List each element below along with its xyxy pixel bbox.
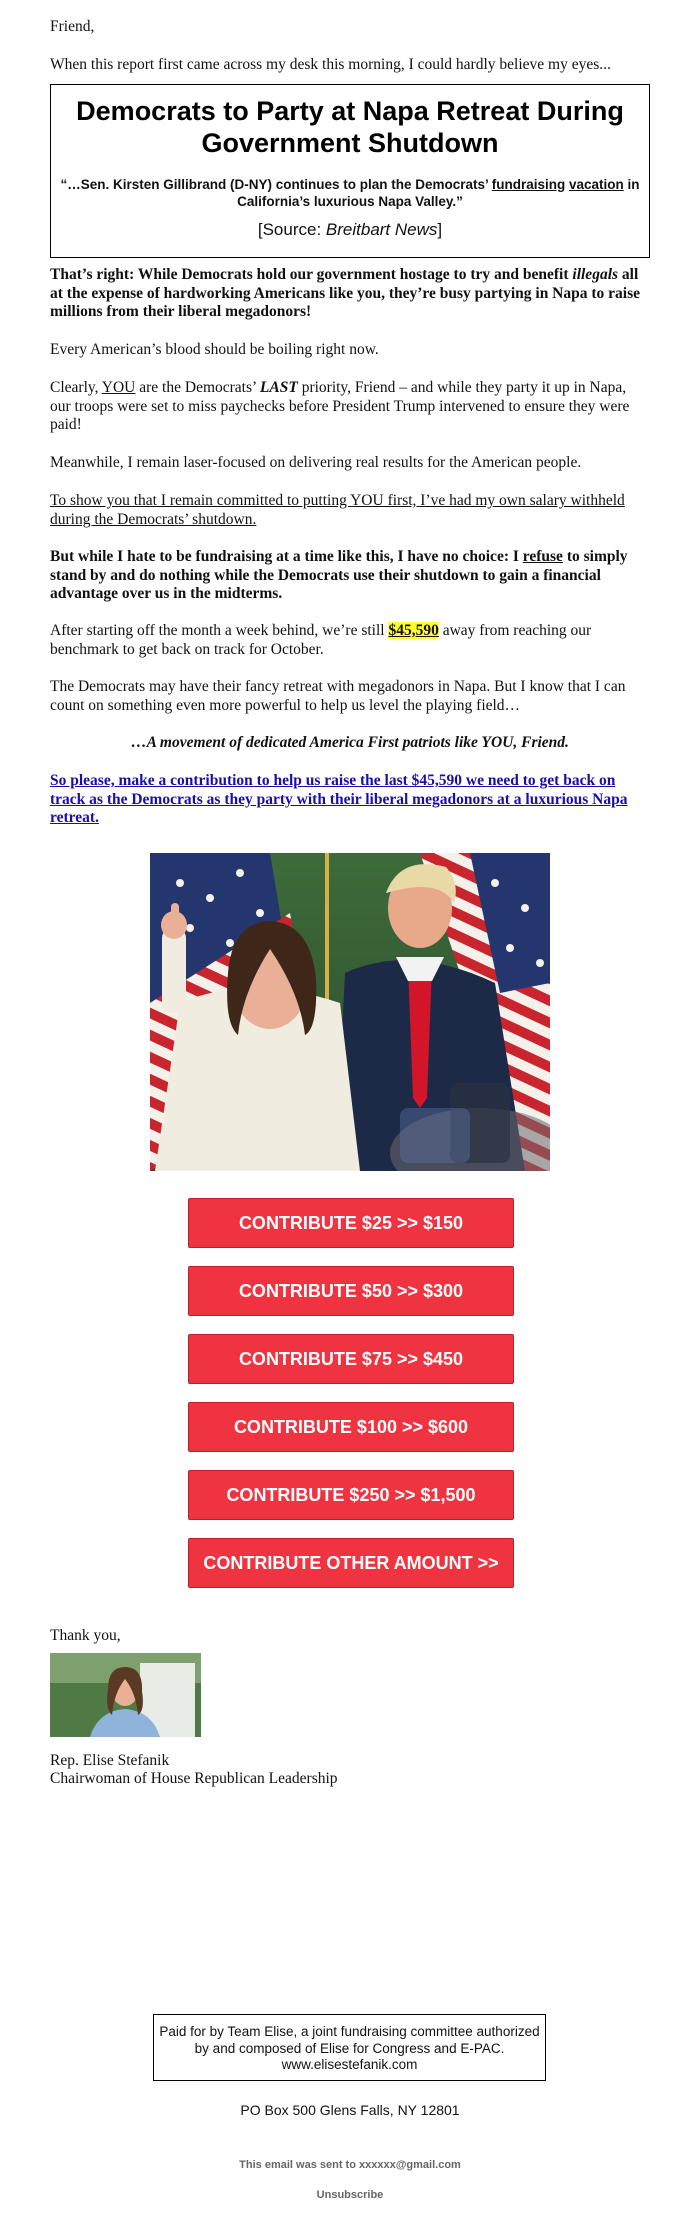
contribute-100-button[interactable]: CONTRIBUTE $100 >> $600 <box>188 1402 514 1452</box>
headline-source: [Source: Breitbart News] <box>257 220 443 239</box>
headline-title: Democrats to Party at Napa Retreat During Government Shutdown <box>76 96 624 158</box>
mailing-address: PO Box 500 Glens Falls, NY 12801 <box>240 2102 460 2118</box>
contribute-link[interactable]: So please, make a contribution to help us raise the last $45,590 we need to get back on track as the Democrats as they party with their liberal megadonors at a luxurious Napa retreat. <box>50 772 628 826</box>
paragraph-5: To show you that I remain committed to putting YOU first, I’ve had my own salary withheld during the Democrats’ shutdown. <box>50 492 625 528</box>
signer-name: Rep. Elise Stefanik <box>50 1752 170 1769</box>
contribute-50-button[interactable]: CONTRIBUTE $50 >> $300 <box>188 1266 514 1316</box>
hero-photo[interactable] <box>150 853 550 1171</box>
paragraph-2: Every American’s blood should be boiling right now. <box>50 341 379 358</box>
paragraph-1: That’s right: While Democrats hold our government hostage to try and benefit illegals all at the expense of hardworking Americans like you, they’re busy partying in Napa to raise millions from their liberal megadonors! <box>50 266 641 320</box>
greeting: Friend, <box>50 18 95 35</box>
contribute-250-button[interactable]: CONTRIBUTE $250 >> $1,500 <box>188 1470 514 1520</box>
headline-quote: “…Sen. Kirsten Gillibrand (D-NY) continues to plan the Democrats’ fundraising vacation in California’s luxurious Napa Valley.” <box>60 177 640 209</box>
paragraph-3: Clearly, YOU are the Democrats’ LAST priority, Friend – and while they party it up in Napa, our troops were set to miss paychecks before President Trump intervened to ensure they were paid! <box>50 379 630 433</box>
hero-photo-image <box>150 853 550 1171</box>
headline-box <box>50 84 650 258</box>
paragraph-6: But while I hate to be fundraising at a time like this, I have no choice: I refuse to simply stand by and do nothing while the Democrats use their shutdown to gain a financial advantage over us in the midterms. <box>50 548 628 602</box>
paid-for-box: Paid for by Team Elise, a joint fundraising committee authorized by and composed of Elise for Congress and E-PAC. www.elisestefanik.com <box>153 2014 546 2081</box>
signature-photo-image <box>50 1653 201 1737</box>
paragraph-9: …A movement of dedicated America First patriots like YOU, Friend. <box>131 734 569 751</box>
paragraph-8: The Democrats may have their fancy retreat with megadonors in Napa. But I know that I can count on something even more powerful to help us level the playing field… <box>50 678 626 714</box>
contribute-75-button[interactable]: CONTRIBUTE $75 >> $450 <box>188 1334 514 1384</box>
sent-to-text: This email was sent to xxxxxx@gmail.com <box>239 2159 461 2171</box>
paragraph-4: Meanwhile, I remain laser-focused on delivering real results for the American people. <box>50 454 582 471</box>
intro-text: When this report first came across my desk this morning, I could hardly believe my eyes... <box>50 56 611 73</box>
contribute-other-button[interactable]: CONTRIBUTE OTHER AMOUNT >> <box>188 1538 514 1588</box>
amount-highlight: $45,590 <box>388 622 439 639</box>
paragraph-7: After starting off the month a week behind, we’re still $45,590 away from reaching our benchmark to get back on track for October. <box>50 622 592 658</box>
signature-photo <box>50 1653 201 1737</box>
unsubscribe-link[interactable]: Unsubscribe <box>316 2189 384 2201</box>
signer-title: Chairwoman of House Republican Leadership <box>50 1770 338 1787</box>
contribute-25-button[interactable]: CONTRIBUTE $25 >> $150 <box>188 1198 514 1248</box>
thanks-text: Thank you, <box>50 1627 121 1644</box>
